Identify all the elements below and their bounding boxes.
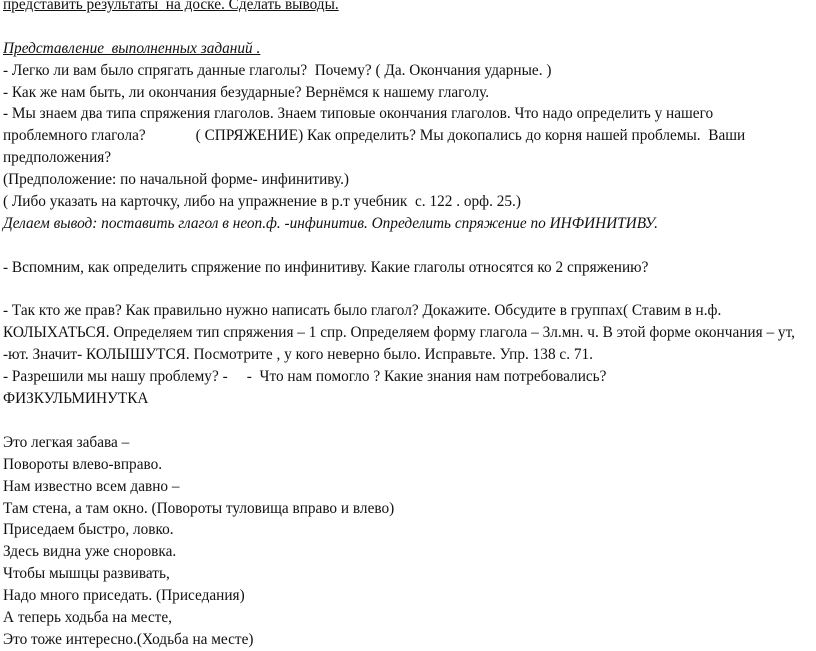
poem-line: Приседаем быстро, ловко. — [3, 521, 174, 539]
poem-line: Там стена, а там окно. (Повороты туловища вправо и влево) — [3, 499, 395, 517]
question-3-line-2 — [3, 125, 809, 147]
question-3-line-3: предположения? — [3, 149, 112, 167]
resolved-line: - Разрешили мы нашу проблему? - - Что нам помогло ? Какие знания нам потребовались? — [3, 368, 607, 386]
blank-line — [3, 410, 809, 432]
fizkult-title: ФИЗКУЛЬМИНУТКА — [3, 390, 149, 408]
poem-line: Здесь видна уже сноровка. — [3, 543, 177, 561]
question-2: - Как же нам быть, ли окончания безударные? Вернёмся к нашему глаголу. — [3, 83, 490, 101]
poem-line: Нам известно всем давно – — [3, 477, 180, 495]
who-right-paragraph: - Так кто же прав? Как правильно нужно написать было глагол? Докажите. Обсудите в группах( Ставим в н.ф. КОЛЫХАТЬСЯ. Определяем тип спряжения – 1 спр. Определяем форму глагола – 3л.мн. ч. В этой форме окончания – ут, -ют. Значит- КОЛЫШУТСЯ. Посмотрите , у кого неверно было. Исправьте. Упр. 138 с. 71. — [3, 302, 795, 364]
poem-line: Это тоже интересно.(Ходьба на месте) — [3, 630, 254, 648]
assumption-line: (Предположение: по начальной форме- инфинитиву.) — [3, 171, 349, 189]
question-3-line-1: - Мы знаем два типа спряжения глаголов. Знаем типовые окончания глаголов. Что надо определить у нашего — [3, 105, 714, 123]
blank-line — [3, 235, 809, 257]
poem-line: А теперь ходьба на месте, — [3, 608, 172, 626]
poem-line: Надо много приседать. (Приседания) — [3, 587, 245, 605]
question-3-line-2a: проблемного глагола? — [3, 127, 146, 145]
poem-line: Повороты влево-вправо. — [3, 455, 163, 473]
section-heading: Представление выполненных заданий . — [3, 39, 261, 57]
question-3-line-2b: ( СПРЯЖЕНИЕ) Как определить? Мы докопались до корня нашей проблемы. Ваши — [195, 127, 746, 145]
conclusion-line: Делаем вывод: поставить глагол в неоп.ф. -инфинитив. Определить спряжение по ИНФИНИТИВУ. — [3, 214, 658, 232]
poem-line: Это легкая забава – — [3, 433, 130, 451]
blank-line — [3, 279, 809, 301]
text-line-top: представить результаты на доске. Сделать выводы. — [3, 0, 339, 13]
recall-line: - Вспомним, как определить спряжение по инфинитиву. Какие глаголы относятся ко 2 спряжению? — [3, 258, 649, 276]
blank-line — [3, 16, 809, 38]
reference-line: ( Либо указать на карточку, либо на упражнение в р.т учебник с. 122 . орф. 25.) — [3, 193, 521, 211]
document-body — [3, 0, 809, 651]
question-1: - Легко ли вам было спрягать данные глаголы? Почему? ( Да. Окончания ударные. ) — [3, 61, 552, 79]
poem-line: Чтобы мышцы развивать, — [3, 565, 170, 583]
